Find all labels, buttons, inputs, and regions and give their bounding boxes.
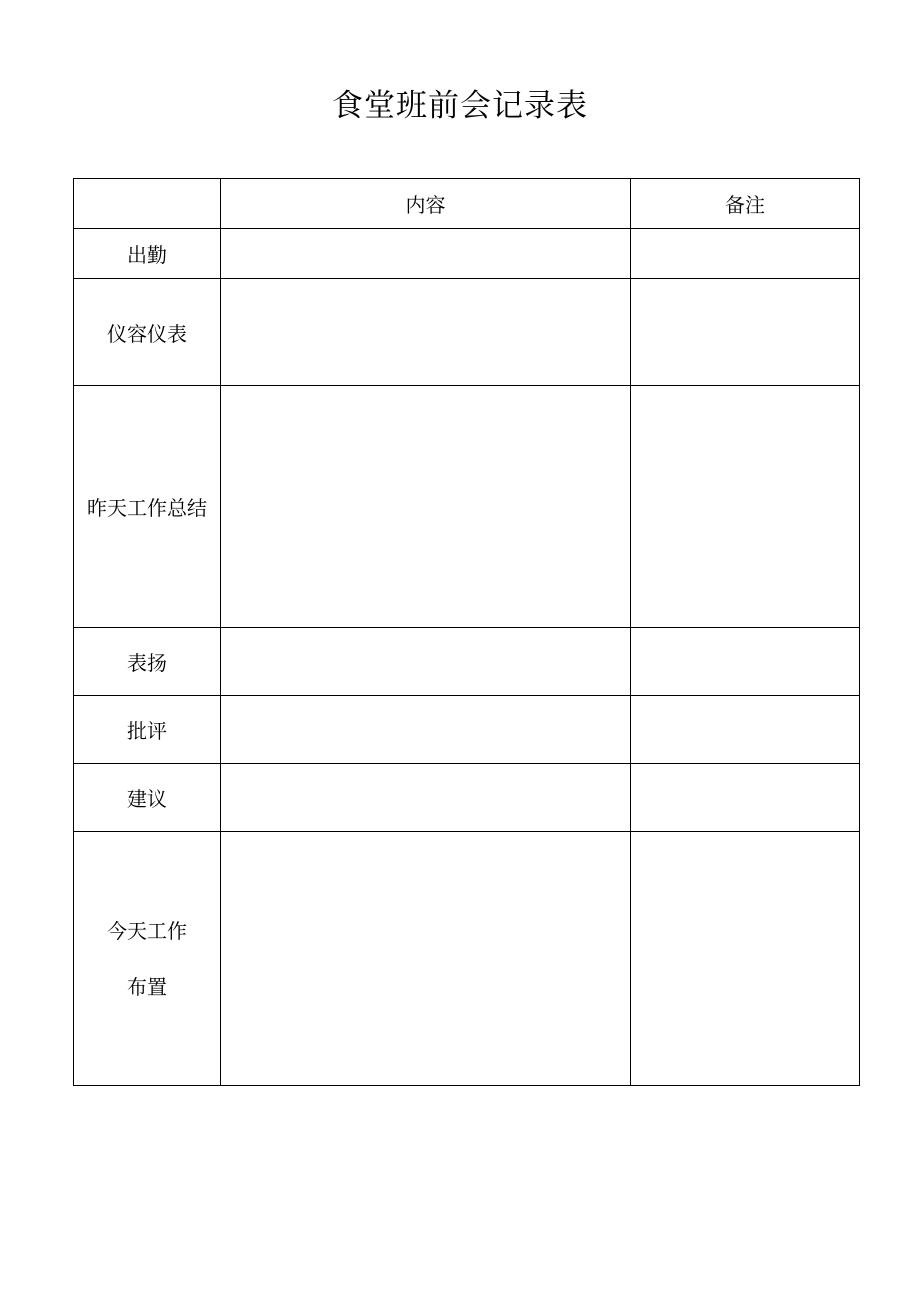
content-cell-today-plan[interactable] xyxy=(221,832,631,1086)
header-content-cell: 内容 xyxy=(221,179,631,229)
row-label-yesterday-summary: 昨天工作总结 xyxy=(74,386,221,628)
table-header-row xyxy=(74,179,860,229)
table-row-attendance xyxy=(74,229,860,279)
row-label-today-plan xyxy=(74,832,221,1086)
content-cell-appearance[interactable] xyxy=(221,279,631,386)
remarks-cell-criticism[interactable] xyxy=(631,696,860,764)
content-cell-yesterday-summary[interactable] xyxy=(221,386,631,628)
meeting-record-table xyxy=(73,178,860,1086)
remarks-cell-today-plan[interactable] xyxy=(631,832,860,1086)
remarks-cell-attendance[interactable] xyxy=(631,229,860,279)
header-item-cell xyxy=(74,179,221,229)
content-cell-attendance[interactable] xyxy=(221,229,631,279)
row-label-attendance: 出勤 xyxy=(74,229,221,279)
table-row-today-plan xyxy=(74,832,860,1086)
remarks-cell-yesterday-summary[interactable] xyxy=(631,386,860,628)
table-row-criticism xyxy=(74,696,860,764)
table-row-suggestion xyxy=(74,764,860,832)
document-title: 食堂班前会记录表 xyxy=(332,88,588,124)
remarks-cell-praise[interactable] xyxy=(631,628,860,696)
content-cell-praise[interactable] xyxy=(221,628,631,696)
content-cell-criticism[interactable] xyxy=(221,696,631,764)
row-label-criticism: 批评 xyxy=(74,696,221,764)
row-label-suggestion: 建议 xyxy=(74,764,221,832)
header-remarks-cell: 备注 xyxy=(631,179,860,229)
table-row-praise xyxy=(74,628,860,696)
row-label-praise: 表扬 xyxy=(74,628,221,696)
remarks-cell-suggestion[interactable] xyxy=(631,764,860,832)
content-cell-suggestion[interactable] xyxy=(221,764,631,832)
row-label-today-plan-line1: 今天工作 xyxy=(107,918,187,943)
table-row-appearance xyxy=(74,279,860,386)
table-row-yesterday-summary xyxy=(74,386,860,628)
remarks-cell-appearance[interactable] xyxy=(631,279,860,386)
row-label-appearance: 仪容仪表 xyxy=(74,279,221,386)
row-label-today-plan-line2: 布置 xyxy=(127,974,167,999)
